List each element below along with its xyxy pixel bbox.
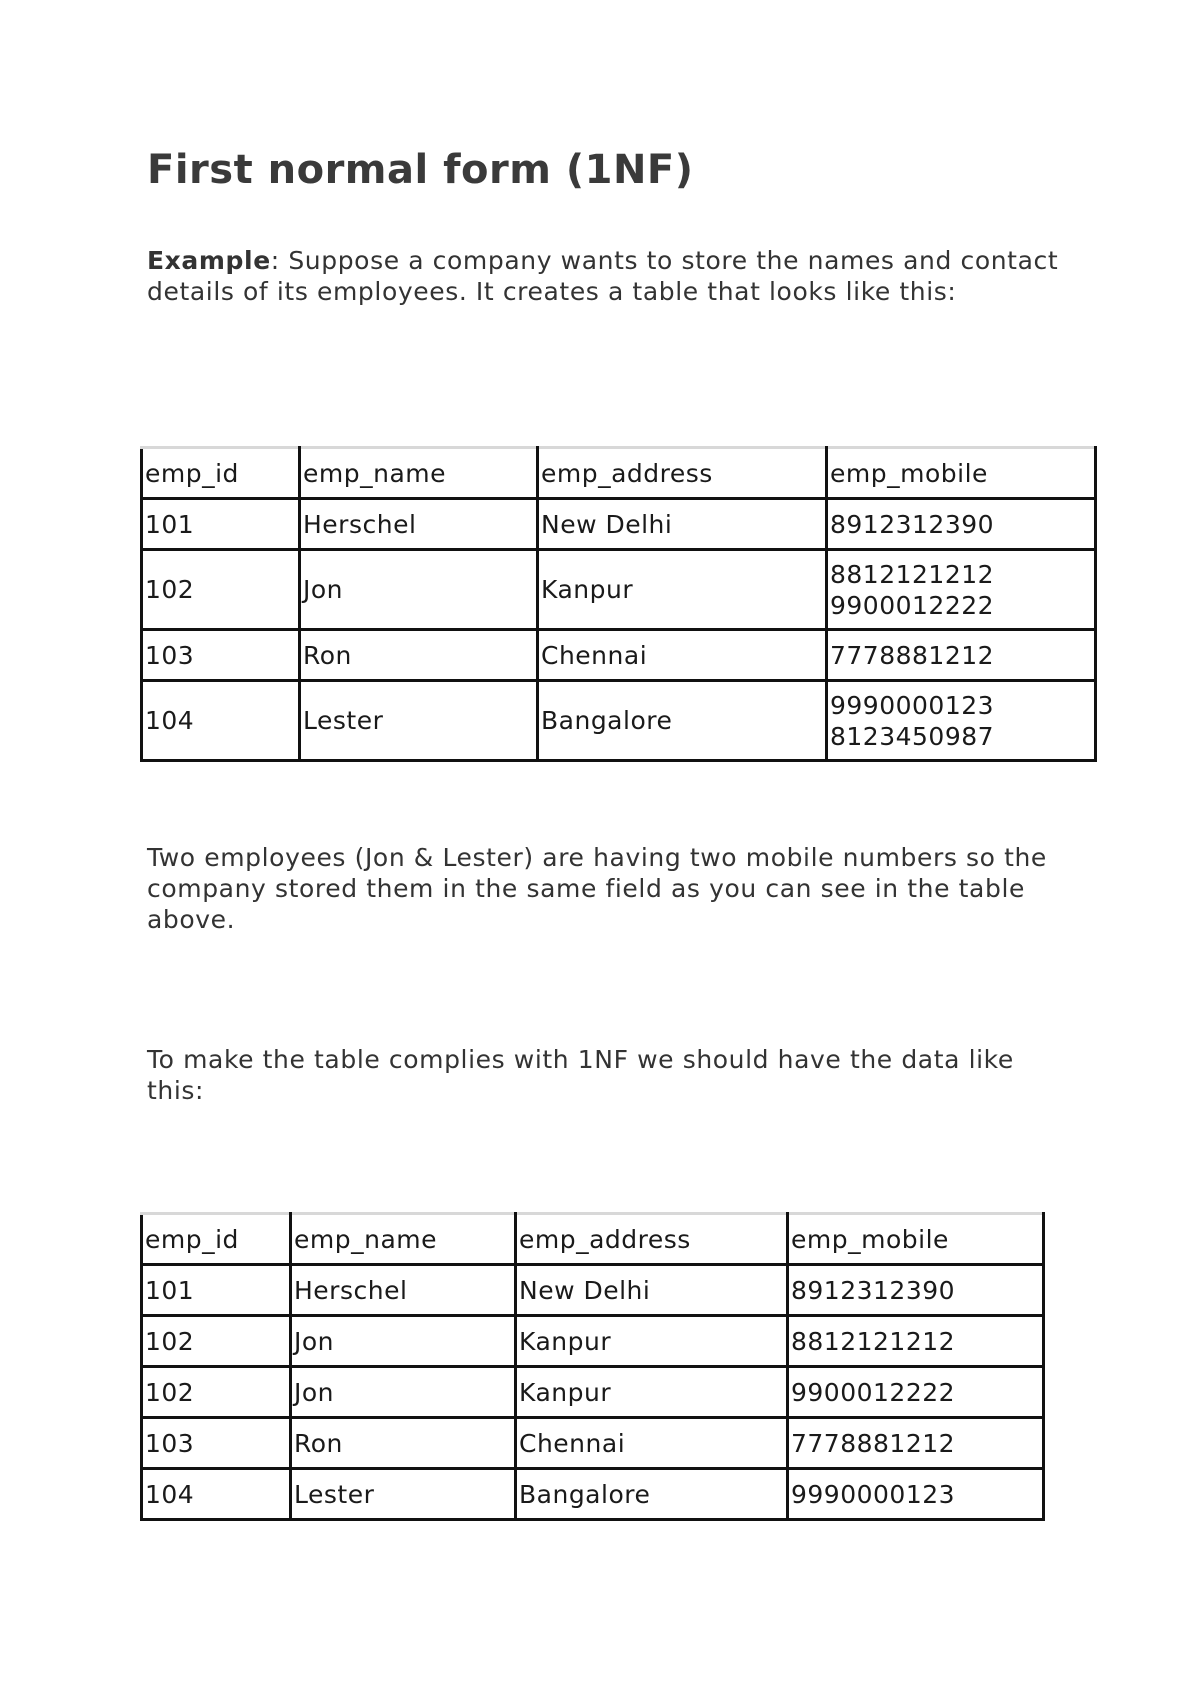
table-row [142, 681, 1096, 761]
page-title: First normal form (1NF) [147, 147, 694, 193]
cell-emp-name: Herschel [291, 1265, 516, 1316]
cell-emp-address: Chennai [538, 630, 827, 681]
cell-emp-mobile [827, 550, 1096, 630]
table-row [142, 1469, 1044, 1520]
cell-emp-name: Lester [300, 681, 538, 761]
table-row [142, 1418, 1044, 1469]
cell-emp-address: New Delhi [538, 499, 827, 550]
cell-emp-address: New Delhi [516, 1265, 788, 1316]
cell-emp-name: Ron [291, 1418, 516, 1469]
table-header-row [142, 1214, 1044, 1265]
cell-emp-address: Bangalore [538, 681, 827, 761]
cell-emp-id: 104 [142, 681, 300, 761]
table-row [142, 550, 1096, 630]
table-row [142, 1265, 1044, 1316]
cell-emp-address: Chennai [516, 1418, 788, 1469]
mobile-number: 8123450987 [830, 721, 995, 751]
table-row [142, 630, 1096, 681]
mobile-number: 9990000123 [830, 690, 995, 720]
cell-emp-mobile: 7778881212 [827, 630, 1096, 681]
table-header-row [142, 448, 1096, 499]
table-before-1nf [140, 446, 1097, 762]
cell-emp-mobile: 9900012222 [788, 1367, 1044, 1418]
cell-emp-mobile: 9990000123 [788, 1469, 1044, 1520]
table-row [142, 1367, 1044, 1418]
column-header: emp_mobile [788, 1214, 1044, 1265]
cell-emp-id: 102 [142, 1316, 291, 1367]
cell-emp-address: Kanpur [516, 1367, 788, 1418]
cell-emp-address: Kanpur [516, 1316, 788, 1367]
intro-lead: Example [147, 246, 271, 275]
cell-emp-id: 103 [142, 630, 300, 681]
column-header: emp_name [291, 1214, 516, 1265]
table-row [142, 499, 1096, 550]
cell-emp-id: 103 [142, 1418, 291, 1469]
note-paragraph: Two employees (Jon & Lester) are having two mobile numbers so the company stored them in the same field as you can see in the table above. [147, 843, 1047, 934]
cell-emp-address: Bangalore [516, 1469, 788, 1520]
table-after-1nf [140, 1212, 1045, 1521]
column-header: emp_id [142, 448, 300, 499]
cell-emp-mobile: 7778881212 [788, 1418, 1044, 1469]
cell-emp-mobile: 8912312390 [827, 499, 1096, 550]
cell-emp-name: Jon [291, 1367, 516, 1418]
mobile-number: 9900012222 [830, 590, 995, 620]
column-header: emp_mobile [827, 448, 1096, 499]
cell-emp-name: Herschel [300, 499, 538, 550]
cell-emp-mobile: 8912312390 [788, 1265, 1044, 1316]
column-header: emp_id [142, 1214, 291, 1265]
cell-emp-id: 104 [142, 1469, 291, 1520]
cell-emp-id: 102 [142, 1367, 291, 1418]
cell-emp-name: Ron [300, 630, 538, 681]
column-header: emp_address [538, 448, 827, 499]
intro-paragraph [147, 245, 1067, 307]
cell-emp-name: Lester [291, 1469, 516, 1520]
cell-emp-id: 101 [142, 1265, 291, 1316]
mobile-number: 8812121212 [830, 559, 995, 589]
cell-emp-address: Kanpur [538, 550, 827, 630]
cell-emp-mobile [827, 681, 1096, 761]
cell-emp-id: 102 [142, 550, 300, 630]
intro-text: : Suppose a company wants to store the names and contact details of its employees. It creates a table that looks like this: [147, 246, 1059, 306]
cell-emp-name: Jon [291, 1316, 516, 1367]
column-header: emp_address [516, 1214, 788, 1265]
column-header: emp_name [300, 448, 538, 499]
fix-intro-paragraph: To make the table complies with 1NF we should have the data like this: [147, 1045, 1014, 1105]
cell-emp-id: 101 [142, 499, 300, 550]
table-row [142, 1316, 1044, 1367]
cell-emp-mobile: 8812121212 [788, 1316, 1044, 1367]
cell-emp-name: Jon [300, 550, 538, 630]
